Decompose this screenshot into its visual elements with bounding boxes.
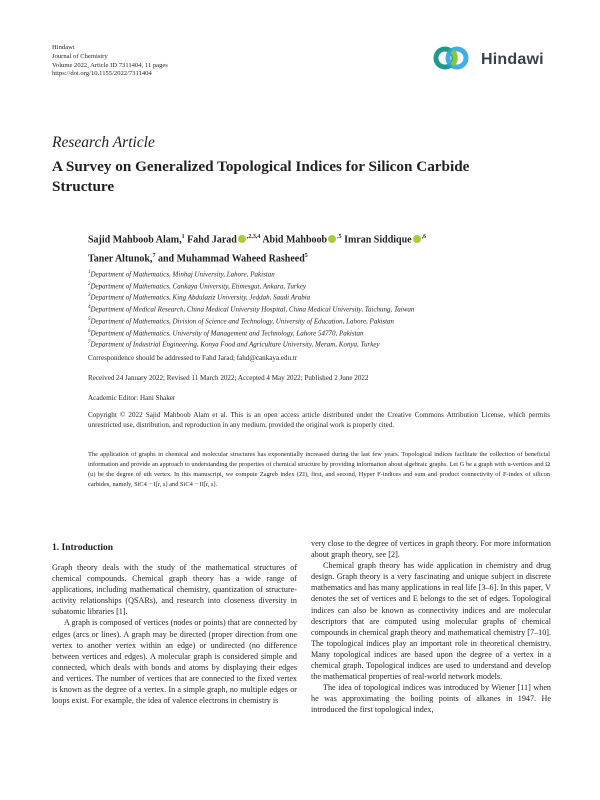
affiliation-item: [88, 338, 528, 350]
paragraph: The idea of topological indices was introduced by Wiener [11] when he was approximating the boiling points of alkanes in 1947. He introduced the first topological index,: [311, 683, 551, 715]
affiliation-text: Department of Mathematics, Cankaya University, Etimesgut, Ankara, Turkey: [90, 282, 306, 291]
publication-dates: Received 24 January 2022; Revised 11 March 2022; Accepted 4 May 2022; Published 2 June 2022: [88, 374, 369, 382]
hindawi-logo-text: Hindawi: [481, 51, 544, 68]
orcid-icon[interactable]: [328, 235, 336, 243]
affiliation-item: [88, 303, 528, 315]
author-name[interactable]: Abid Mahboob: [262, 234, 328, 246]
author-affiliation-ref: ,5: [337, 234, 342, 240]
affiliation-text: Department of Mathematics, Division of Science and Technology, University of Education, Lahore, Pakistan: [90, 317, 395, 326]
paragraph: Chemical graph theory has wide application in chemistry and drug design. Graph theory is a very fascinating and unique subject in discrete mathematics and has many applications in real life [3–6]. In this paper, V denotes the set of vertices and E belongs to the set of edges. Topological indices can also be known as connectivity indices and are molecular descriptors that are computed using molecular graphs of chemical compounds in chemical graph theory and mathematical chemistry [7–10]. The topological indices play an important role in theoretical chemistry. Many topological indices are based upon the degree of a vertex in a chemical graph. Topological indices are used to understand and develop the mathematical properties of real-world network models.: [311, 561, 551, 682]
author-list: [88, 229, 528, 268]
hindawi-logo-icon: [432, 46, 478, 70]
affiliation-number: 1: [88, 270, 91, 275]
section-title: 1. Introduction: [52, 543, 114, 553]
hindawi-logo[interactable]: [432, 46, 552, 70]
affiliation-text: Department of Mathematics, University of Management and Technology, Lahore 54770, Pakistan: [90, 329, 364, 337]
affiliation-item: [88, 268, 528, 280]
affiliation-number: 3: [88, 293, 91, 299]
affiliation-text: Department of Mathematics, King Abdulaziz University, Jeddah, Saudi Arabia: [90, 293, 311, 302]
author-name[interactable]: Sajid Mahboob Alam,: [88, 234, 182, 246]
author-affiliation-ref: ,6: [421, 234, 427, 240]
doi-link[interactable]: https://doi.org/10.1155/2022/7311404: [52, 70, 152, 78]
article-title: A Survey on Generalized Topological Indices for Silicon Carbide Structure: [52, 158, 470, 195]
publisher-name: Hindawi: [52, 44, 75, 51]
author-name[interactable]: Imran Siddique: [344, 234, 412, 246]
affiliation-number: 6: [88, 328, 91, 334]
affiliation-text: Department of Medical Research, China Medical University Hospital, China Medical University, Taichung, Taiwan: [90, 305, 415, 314]
author-affiliation-ref: 7: [152, 253, 156, 260]
author-name[interactable]: Taner Altunok,: [88, 253, 153, 265]
affiliation-number: 2: [88, 281, 91, 287]
article-type: Research Article: [52, 134, 155, 151]
academic-editor: Academic Editor: Hani Shaker: [88, 394, 176, 402]
journal-header: [52, 44, 168, 79]
orcid-icon[interactable]: [413, 235, 421, 243]
affiliation-text: Department of Industrial Engineering, Konya Food and Agriculture University, Meram, Konya, Turkey: [90, 340, 380, 349]
affiliation-number: 7: [88, 340, 91, 346]
affiliation-text: Department of Mathematics, Minhaj University, Lahore, Pakistan: [90, 270, 275, 279]
orcid-icon[interactable]: [238, 235, 246, 243]
copyright-notice: Copyright © 2022 Sajid Mahboob Alam et al. This is an open access article distributed under the Creative Commons Attribution License, which permits unrestricted use, distribution, and reproduction in any medium, provided the original work is properly cited.: [88, 411, 550, 429]
affiliation-item: [88, 315, 528, 327]
affiliation-item: [88, 327, 528, 339]
affiliation-number: 5: [88, 316, 91, 322]
paragraph: Graph theory deals with the study of the mathematical structures of chemical compounds. Chemical graph theory has a wide range of applications, including mathematical chemistry, quantization of structure-activity relationships (QSARs), and research into closeness diversity in subatomic libraries [1].: [52, 563, 297, 617]
body-column-right: [311, 538, 551, 716]
author-affiliation-ref: ,2,3,4: [246, 234, 261, 240]
volume-line: Volume 2022, Article ID 7311404, 11 pages: [52, 61, 168, 69]
author-name[interactable]: and Muhammad Waheed Rasheed: [157, 253, 305, 265]
affiliation-number: 4: [88, 305, 91, 311]
body-column-left: [52, 562, 297, 706]
author-name[interactable]: Fahd Jarad: [187, 234, 237, 246]
affiliation-item: [88, 291, 528, 303]
paragraph: A graph is composed of vertices (nodes or points) that are connected by edges (arcs or lines). A graph may be directed (proper direction from one vertex to another vertex within an edge) or undirected (no difference between vertices and edges). A molecular graph is considered simple and connected, which deals with bonds and atoms by displaying their edges and vertices. The number of vertices that are connected to the fixed vertex is known as the degree of a vertex. In a simple graph, no multiple edges or loops exist. For example, the idea of valence electrons in chemistry is: [52, 618, 297, 706]
paragraph: very close to the degree of vertices in graph theory. For more information about graph theory, see [2].: [311, 539, 551, 560]
affiliation-item: [88, 280, 528, 292]
correspondence: Correspondence should be addressed to Fahd Jarad; fahd@cankaya.edu.tr: [88, 354, 298, 362]
journal-name: Journal of Chemistry: [52, 52, 108, 60]
author-affiliation-ref: 5: [304, 253, 308, 260]
author-affiliation-ref: 1: [181, 234, 185, 240]
abstract: The application of graphs in chemical and molecular structures has exponentially increased during the last few years. Topological indices facilitate the collection of beneficial information and provide an approach to understanding the properties of chemical structure by providing information about algebraic graphs. Let G be a graph with u-vertices and Ω (u) be the degree of uth vertex. In this manuscript, we compute Zagreb index (ZI), first, and second, Hyper F-indices and sum and product connectivity of F-index of silicon carbides, namely, SiC4 − I[r, s] and SiC4 − II[r, s].: [88, 451, 550, 488]
affiliation-list: [88, 268, 528, 350]
